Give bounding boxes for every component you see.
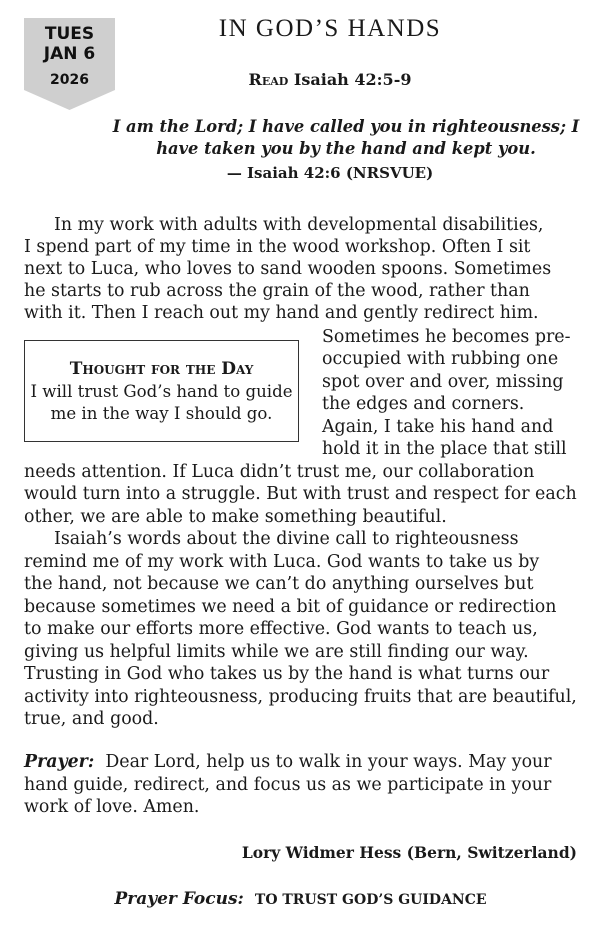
body-line: would turn into a struggle. But with trust and respect for each — [24, 484, 577, 504]
body-line: I spend part of my time in the wood workshop. Often I sit — [24, 237, 531, 257]
badge-date: JAN 6 — [43, 44, 96, 64]
body-line: the hand, not because we can’t do anything ourselves but — [24, 574, 534, 594]
prayer-text: Dear Lord, help us to walk in your ways. May your — [105, 752, 552, 772]
reading-passage: Isaiah 42:5-9 — [293, 70, 412, 89]
body-line: next to Luca, who loves to sand wooden spoons. Sometimes — [24, 259, 552, 279]
body-line: Isaiah’s words about the divine call to righteousness — [54, 529, 519, 549]
badge-day: TUES — [44, 24, 95, 44]
verse-line: I am the Lord; I have called you in righteousness; I — [112, 117, 580, 136]
thought-line: me in the way I should go. — [50, 404, 273, 423]
body-line: to make our efforts more effective. God wants to teach us, — [24, 619, 538, 639]
body-line: he starts to rub across the grain of the wood, rather than — [24, 281, 530, 301]
body-line: because sometimes we need a bit of guidance or redirection — [24, 597, 557, 617]
reading-label: Read — [248, 70, 289, 89]
body-line: occupied with rubbing one — [322, 349, 559, 369]
prayer-line: work of love. Amen. — [24, 797, 200, 817]
key-verse — [112, 116, 580, 160]
thought-for-the-day-box — [24, 340, 299, 442]
body-line: activity into righteousness, producing fruits that are beautiful, — [24, 687, 577, 707]
body-line: Sometimes he becomes pre- — [322, 327, 571, 347]
body-line: the edges and corners. — [322, 394, 525, 414]
thought-heading: Thought for the Day — [69, 359, 254, 379]
body-line: spot over and over, missing — [322, 372, 564, 392]
thought-text — [25, 381, 298, 425]
prayer-focus-label: Prayer Focus: — [114, 889, 244, 909]
prayer-focus — [24, 889, 577, 909]
author-signature: Lory Widmer Hess (Bern, Switzerland) — [241, 843, 577, 862]
prayer-label: Prayer: — [24, 752, 95, 772]
prayer-line — [24, 751, 552, 773]
body-line: hold it in the place that still — [322, 439, 567, 459]
thought-line: I will trust God’s hand to guide — [30, 382, 293, 401]
body-line: true, and good. — [24, 709, 159, 729]
body-line: In my work with adults with developmental disabilities, — [54, 215, 544, 235]
verse-citation: — Isaiah 42:6 (NRSVUE) — [226, 164, 434, 182]
prayer-line: hand guide, redirect, and focus us as we participate in your — [24, 775, 552, 795]
prayer-focus-value: TO TRUST GOD’S GUIDANCE — [254, 892, 487, 908]
verse-line: have taken you by the hand and kept you. — [156, 139, 536, 158]
page-title: IN GOD’S HANDS — [218, 15, 442, 42]
date-badge — [24, 18, 115, 110]
body-line: other, we are able to make something beautiful. — [24, 507, 447, 527]
body-line: Trusting in God who takes us by the hand is what turns our — [24, 664, 550, 684]
body-line: with it. Then I reach out my hand and gently redirect him. — [24, 303, 539, 323]
body-line: Again, I take his hand and — [322, 417, 554, 437]
body-line: remind me of my work with Luca. God wants to take us by — [24, 552, 540, 572]
badge-year: 2026 — [50, 72, 89, 88]
reading-reference — [130, 70, 530, 89]
body-line: giving us helpful limits while we are still finding our way. — [24, 642, 529, 662]
body-line: needs attention. If Luca didn’t trust me, our collaboration — [24, 462, 535, 482]
